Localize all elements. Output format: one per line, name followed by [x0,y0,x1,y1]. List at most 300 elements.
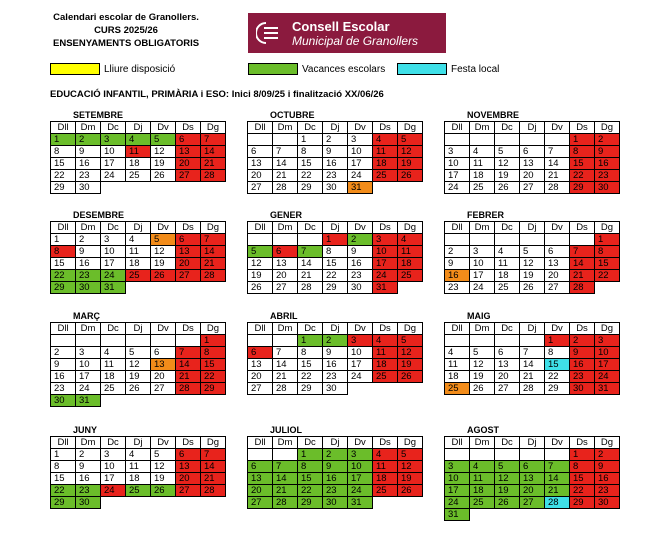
day-cell: 1 [323,234,348,246]
day-cell: 25 [445,383,470,395]
weekday-header: Ds [373,323,398,335]
day-cell: 5 [495,146,520,158]
day-cell: 24 [76,383,101,395]
day-cell: 4 [373,335,398,347]
day-cell: 6 [248,347,273,359]
week-row [445,158,620,170]
day-cell: 25 [495,282,520,294]
empty-day-cell [248,134,273,146]
day-cell: 15 [51,258,76,270]
day-cell: 23 [51,383,76,395]
week-row [248,134,423,146]
weekday-header: Dg [398,122,423,134]
legend-swatch-cyan [397,63,447,75]
weekday-header: Dj [520,323,545,335]
day-cell: 2 [323,134,348,146]
day-cell: 10 [595,347,620,359]
day-cell: 1 [51,234,76,246]
day-cell: 4 [445,347,470,359]
empty-day-cell [495,335,520,347]
day-cell: 15 [595,258,620,270]
day-cell: 29 [51,497,76,509]
day-cell: 30 [76,182,101,194]
weekday-header: Dc [298,437,323,449]
weekday-header-row [445,437,620,449]
week-row [248,170,423,182]
day-cell: 16 [323,473,348,485]
calendar-title [53,11,199,50]
day-cell: 26 [151,170,176,182]
week-row [51,335,226,347]
week-row [248,473,423,485]
day-cell: 31 [445,509,470,521]
day-cell: 17 [470,270,495,282]
day-cell: 14 [570,258,595,270]
week-row [445,234,620,246]
day-cell: 24 [101,485,126,497]
day-cell: 9 [51,359,76,371]
week-row [51,371,226,383]
day-cell: 15 [545,359,570,371]
day-cell: 19 [520,270,545,282]
month-table [444,121,620,194]
day-cell: 21 [520,371,545,383]
day-cell: 31 [348,182,373,194]
week-row [51,182,226,194]
day-cell: 21 [201,473,226,485]
day-cell: 20 [273,270,298,282]
day-cell: 4 [373,449,398,461]
day-cell: 23 [323,371,348,383]
day-cell: 30 [76,282,101,294]
legend-label: Festa local [451,64,500,75]
day-cell: 31 [76,395,101,407]
empty-day-cell [495,234,520,246]
day-cell: 25 [126,485,151,497]
day-cell: 30 [76,497,101,509]
day-cell: 22 [298,485,323,497]
day-cell: 5 [398,134,423,146]
day-cell: 11 [495,258,520,270]
weekday-header-row [248,323,423,335]
consell-escolar-logo [248,13,446,53]
day-cell: 25 [373,170,398,182]
day-cell: 18 [126,473,151,485]
day-cell: 12 [151,146,176,158]
weekday-header: Dll [51,437,76,449]
day-cell: 28 [570,282,595,294]
day-cell: 16 [445,270,470,282]
empty-day-cell [51,335,76,347]
day-cell: 23 [76,170,101,182]
week-row [445,170,620,182]
day-cell: 28 [298,282,323,294]
week-row [51,158,226,170]
logo-text-line-2: Municipal de Granollers [292,34,419,48]
day-cell: 19 [398,158,423,170]
day-cell: 8 [323,246,348,258]
empty-day-cell [470,134,495,146]
day-cell: 14 [273,359,298,371]
day-cell: 6 [176,234,201,246]
day-cell: 14 [545,473,570,485]
day-cell: 11 [373,146,398,158]
day-cell: 23 [595,170,620,182]
day-cell: 5 [151,449,176,461]
day-cell: 12 [495,473,520,485]
day-cell: 30 [595,182,620,194]
day-cell: 7 [201,134,226,146]
day-cell: 28 [201,170,226,182]
day-cell: 18 [470,170,495,182]
day-cell: 2 [323,335,348,347]
weekday-header: Ds [570,222,595,234]
weekday-header: Dj [126,437,151,449]
title-line-3: ENSENYAMENTS OBLIGATORIS [53,38,200,49]
day-cell: 5 [126,347,151,359]
weekday-header-row [248,122,423,134]
day-cell: 13 [273,258,298,270]
empty-day-cell [445,234,470,246]
day-cell: 23 [348,270,373,282]
day-cell: 10 [348,146,373,158]
day-cell: 20 [176,158,201,170]
day-cell: 3 [373,234,398,246]
day-cell: 10 [445,158,470,170]
week-row [445,371,620,383]
day-cell: 13 [545,258,570,270]
day-cell: 27 [248,383,273,395]
day-cell: 23 [595,485,620,497]
month-table [50,322,226,407]
empty-day-cell [273,134,298,146]
month-setembre [50,110,225,194]
day-cell: 21 [273,170,298,182]
day-cell: 1 [298,335,323,347]
weekday-header: Ds [176,323,201,335]
weekday-header: Dg [201,323,226,335]
week-row [51,383,226,395]
week-row [248,347,423,359]
day-cell: 20 [495,371,520,383]
day-cell: 8 [298,146,323,158]
day-cell: 17 [101,258,126,270]
day-cell: 3 [348,449,373,461]
week-row [51,461,226,473]
legend-label: Lliure disposició [104,64,176,75]
day-cell: 11 [470,158,495,170]
week-row [51,146,226,158]
month-març [50,311,225,407]
day-cell: 2 [445,246,470,258]
day-cell: 30 [348,282,373,294]
day-cell: 4 [126,234,151,246]
day-cell: 23 [445,282,470,294]
weekday-header: Ds [373,437,398,449]
day-cell: 5 [398,335,423,347]
weekday-header: Dm [273,323,298,335]
week-row [248,371,423,383]
day-cell: 24 [101,270,126,282]
weekday-header: Ds [570,323,595,335]
day-cell: 1 [545,335,570,347]
day-cell: 10 [101,461,126,473]
day-cell: 9 [323,461,348,473]
month-novembre [444,110,619,194]
day-cell: 23 [323,485,348,497]
day-cell: 29 [51,182,76,194]
weekday-header: Dj [520,222,545,234]
month-table [444,436,620,521]
day-cell: 20 [520,170,545,182]
weekday-header: Dg [595,222,620,234]
week-row [51,246,226,258]
day-cell: 18 [445,371,470,383]
weekday-header: Dv [151,222,176,234]
day-cell: 19 [126,371,151,383]
week-row [445,146,620,158]
day-cell: 8 [298,461,323,473]
day-cell: 28 [545,497,570,509]
weekday-header: Dc [101,323,126,335]
weekday-header: Dv [545,122,570,134]
empty-day-cell [545,234,570,246]
empty-day-cell [273,335,298,347]
week-row [51,258,226,270]
weekday-header: Dc [495,122,520,134]
day-cell: 4 [101,347,126,359]
day-cell: 12 [398,347,423,359]
week-row [248,246,423,258]
weekday-header: Dm [470,222,495,234]
day-cell: 25 [126,270,151,282]
day-cell: 3 [348,134,373,146]
day-cell: 13 [176,246,201,258]
empty-day-cell [445,134,470,146]
weekday-header: Dll [248,222,273,234]
weekday-header: Dg [398,222,423,234]
day-cell: 25 [470,182,495,194]
day-cell: 7 [520,347,545,359]
day-cell: 24 [373,270,398,282]
week-row [445,485,620,497]
day-cell: 18 [101,371,126,383]
day-cell: 16 [51,371,76,383]
day-cell: 15 [298,359,323,371]
weekday-header: Dv [348,437,373,449]
day-cell: 12 [151,246,176,258]
day-cell: 24 [470,282,495,294]
empty-day-cell [470,335,495,347]
day-cell: 5 [151,234,176,246]
day-cell: 27 [151,383,176,395]
week-row [445,134,620,146]
weekday-header-row [51,437,226,449]
month-name: GENER [270,210,303,220]
logo-mark-icon [256,21,278,45]
week-row [51,170,226,182]
month-table [50,221,226,294]
day-cell: 5 [495,461,520,473]
day-cell: 28 [520,383,545,395]
weekday-header: Dg [201,122,226,134]
school-period-subtitle: EDUCACIÓ INFANTIL, PRIMÀRIA i ESO: Inici 8/09/25 i finalització XX/06/26 [50,89,384,100]
weekday-header: Dv [151,122,176,134]
day-cell: 8 [298,347,323,359]
weekday-header: Dll [248,437,273,449]
day-cell: 17 [348,359,373,371]
day-cell: 20 [248,485,273,497]
week-row [51,395,226,407]
weekday-header: Dv [348,222,373,234]
empty-day-cell [470,449,495,461]
day-cell: 13 [520,473,545,485]
day-cell: 20 [248,371,273,383]
day-cell: 7 [273,347,298,359]
day-cell: 3 [445,146,470,158]
logo-text-line-1: Consell Escolar [292,19,390,34]
weekday-header: Dll [445,437,470,449]
empty-day-cell [273,449,298,461]
weekday-header: Dv [348,323,373,335]
day-cell: 2 [348,234,373,246]
week-row [51,473,226,485]
day-cell: 21 [201,158,226,170]
day-cell: 10 [470,258,495,270]
day-cell: 11 [373,347,398,359]
day-cell: 3 [101,234,126,246]
day-cell: 9 [76,146,101,158]
week-row [445,473,620,485]
day-cell: 23 [76,485,101,497]
month-name: SETEMBRE [73,110,124,120]
day-cell: 25 [101,383,126,395]
weekday-header: Dm [470,323,495,335]
week-row [248,282,423,294]
day-cell: 18 [126,258,151,270]
day-cell: 26 [398,170,423,182]
empty-day-cell [445,449,470,461]
day-cell: 11 [373,461,398,473]
month-name: JULIOL [270,425,303,435]
day-cell: 9 [76,461,101,473]
weekday-header: Dm [76,122,101,134]
month-name: ABRIL [270,311,298,321]
weekday-header: Dll [445,222,470,234]
week-row [51,359,226,371]
weekday-header: Dm [470,437,495,449]
month-table [50,436,226,509]
day-cell: 27 [545,282,570,294]
day-cell: 7 [176,347,201,359]
weekday-header: Dll [445,122,470,134]
month-table [247,322,423,395]
day-cell: 20 [151,371,176,383]
day-cell: 16 [595,158,620,170]
day-cell: 18 [470,485,495,497]
weekday-header: Dll [445,323,470,335]
day-cell: 6 [545,246,570,258]
day-cell: 31 [595,383,620,395]
empty-day-cell [248,335,273,347]
title-line-2: CURS 2025/26 [94,25,158,36]
day-cell: 26 [470,383,495,395]
day-cell: 22 [298,371,323,383]
weekday-header: Dll [51,323,76,335]
empty-day-cell [445,335,470,347]
day-cell: 25 [373,485,398,497]
day-cell: 3 [595,335,620,347]
day-cell: 17 [101,158,126,170]
day-cell: 28 [273,182,298,194]
week-row [445,335,620,347]
day-cell: 7 [273,146,298,158]
day-cell: 10 [348,461,373,473]
day-cell: 9 [323,146,348,158]
week-row [248,258,423,270]
day-cell: 10 [445,473,470,485]
day-cell: 9 [595,461,620,473]
day-cell: 11 [126,146,151,158]
day-cell: 24 [348,170,373,182]
day-cell: 16 [348,258,373,270]
weekday-header: Dc [495,323,520,335]
day-cell: 26 [495,497,520,509]
day-cell: 28 [545,182,570,194]
weekday-header: Dj [323,323,348,335]
weekday-header: Dj [126,323,151,335]
weekday-header: Dc [298,222,323,234]
day-cell: 1 [570,449,595,461]
weekday-header: Dll [51,122,76,134]
empty-day-cell [76,335,101,347]
weekday-header: Dg [595,437,620,449]
month-name: MAIG [467,311,491,321]
week-row [51,282,226,294]
day-cell: 27 [248,497,273,509]
day-cell: 15 [201,359,226,371]
weekday-header: Ds [373,122,398,134]
day-cell: 6 [248,146,273,158]
weekday-header: Dm [76,323,101,335]
day-cell: 19 [398,473,423,485]
day-cell: 2 [76,449,101,461]
weekday-header: Dg [595,323,620,335]
day-cell: 5 [248,246,273,258]
weekday-header: Dv [545,437,570,449]
weekday-header: Dj [520,437,545,449]
month-table [444,322,620,395]
day-cell: 10 [348,347,373,359]
day-cell: 13 [495,359,520,371]
day-cell: 13 [248,473,273,485]
month-juny [50,425,225,509]
day-cell: 29 [298,497,323,509]
month-table [50,121,226,194]
day-cell: 16 [570,359,595,371]
day-cell: 21 [545,170,570,182]
day-cell: 6 [495,347,520,359]
day-cell: 11 [126,461,151,473]
day-cell: 11 [445,359,470,371]
day-cell: 18 [398,258,423,270]
day-cell: 31 [101,282,126,294]
day-cell: 20 [176,258,201,270]
week-row [248,383,423,395]
day-cell: 10 [101,246,126,258]
day-cell: 2 [570,335,595,347]
day-cell: 15 [51,473,76,485]
